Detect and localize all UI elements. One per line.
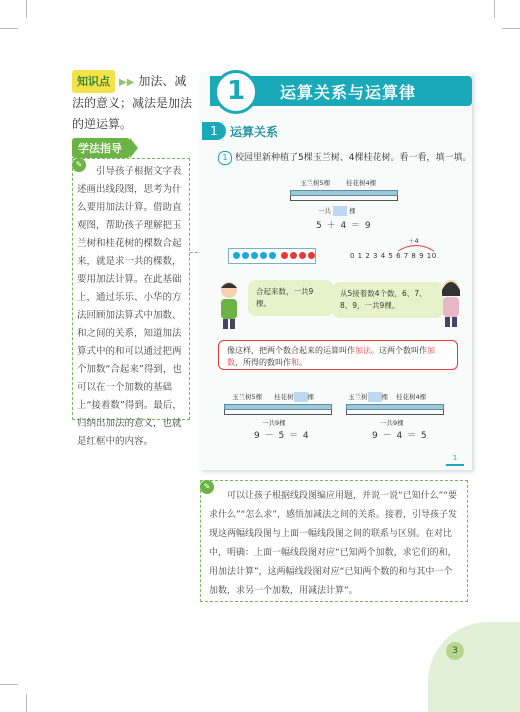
answer-blank[interactable] xyxy=(333,206,347,216)
diagram2-right-text: 桂花树 xyxy=(274,393,294,401)
diagram2-label-right xyxy=(274,392,314,402)
answer-blank[interactable] xyxy=(294,392,308,402)
diagram2-bracket xyxy=(224,410,332,415)
blue-dot xyxy=(242,252,249,259)
unit-title: 运算关系与运算律 xyxy=(280,83,417,102)
diagram2-label-left: 玉兰树5棵 xyxy=(232,393,263,401)
term-addend: 加数 xyxy=(227,346,435,367)
numberline-ticks: 0 1 2 3 4 5 6 7 8 9 10 xyxy=(350,252,437,260)
guide-icon: ✎ xyxy=(72,158,86,172)
counter-dots xyxy=(228,248,316,264)
rule-text: 。 xyxy=(299,358,307,367)
rule-text: 。这两个数叫作 xyxy=(371,346,427,355)
term-sum: 和 xyxy=(291,358,299,367)
bubble-right: 从5接着数4个数，6、7、8、9，一共9棵。 xyxy=(332,282,444,318)
diagram1-label-left: 玉兰树5棵 xyxy=(300,179,331,187)
textbook-page-number: 1 xyxy=(446,454,464,466)
method-text: 引导孩子根据文字表述画出线段图，思考为什么要用加法计算。借助直观图，帮助孩子理解把玉兰树和桂花树的棵数合起来，就是求一共的棵数，要用加法计算。在此基础上，通过乐乐、小华的方法回顾加法算式中加数、和之间的关系，知道加法算式中的和可以通过把两个加数“合起来”得到，也可以在一个加数的基础上“接着数”得到。最后，归纳出加法的意义，也就是红框中的内容。 xyxy=(77,166,182,447)
rule-text: 像这样，把两个数合起来的运算叫作 xyxy=(227,346,355,355)
diagram3-label-right: 桂花树4棵 xyxy=(396,393,427,401)
diagram3-bracket xyxy=(346,410,444,415)
blue-dot xyxy=(233,252,240,259)
girl-figure xyxy=(436,278,466,328)
crop-mark xyxy=(0,684,18,685)
question-number: 1 xyxy=(218,151,232,165)
crop-mark xyxy=(26,0,27,18)
diagram3-label-left xyxy=(348,392,388,402)
diagram1-equation: 5 ＋ 4 ＝ 9 xyxy=(316,221,372,231)
method-tag: 学法指导 xyxy=(72,138,130,158)
question xyxy=(218,150,471,165)
textbook-page xyxy=(200,72,472,470)
answer-blank[interactable] xyxy=(368,392,382,402)
blue-dot xyxy=(251,252,258,259)
diagram1-total-text: 一共 xyxy=(318,207,331,215)
boy-figure xyxy=(214,280,244,330)
red-dot xyxy=(290,252,297,259)
bottom-guide-text: 可以让孩子根据线段图编应用题，并说一说“已知什么”“要求什么”“怎么求”，感悟加减法之间的关系。接着，引导孩子发现这两幅线段图与上面一幅线段图之间的联系与区别。在对比中，明确：上面一幅线段图对应“已知两个加数，求它们的和，用加法计算”，这两幅线段图对应“已知两个数的和与其中一个加数，求另一个加数，用减法计算”。 xyxy=(209,491,457,596)
red-dot xyxy=(308,252,315,259)
page-number: 3 xyxy=(446,642,464,660)
crop-mark xyxy=(502,28,520,29)
section-title: 运算关系 xyxy=(230,125,279,139)
bubble-left: 合起来数，一共9棵。 xyxy=(248,280,334,316)
diagram2-total: 一共9棵 xyxy=(262,419,286,427)
crop-mark xyxy=(0,28,18,29)
knowledge-point xyxy=(72,70,192,135)
diagram2-equation: 9 － 5 ＝ 4 xyxy=(254,431,310,441)
red-dot xyxy=(281,252,288,259)
method-guide xyxy=(72,158,190,447)
rule-text: ，所得的数叫作 xyxy=(235,358,291,367)
bottom-guide xyxy=(200,480,468,602)
knowledge-tag: 知识点 xyxy=(72,70,115,93)
question-text: 校园里新种植了5棵玉兰树、4棵桂花树。看一看，填一填。 xyxy=(235,153,472,163)
crop-mark xyxy=(494,0,495,18)
diagram1-bracket xyxy=(290,196,398,201)
section-header xyxy=(202,122,312,142)
numberline-jump-label: ＋4 xyxy=(408,237,419,245)
term-addition: 加法 xyxy=(355,346,371,355)
diagram1-label-right: 桂花树4棵 xyxy=(346,179,377,187)
red-dot xyxy=(299,252,306,259)
arrow-icon: ▶▶ xyxy=(119,77,135,88)
diagram3-equation: 9 － 4 ＝ 5 xyxy=(372,431,428,441)
unit-number-badge: 1 xyxy=(214,70,258,114)
numberline-arc xyxy=(396,242,436,252)
diagram1-total xyxy=(318,206,356,216)
diagram2-unit: 棵 xyxy=(307,393,314,401)
diagram3-unit: 棵 xyxy=(381,393,388,401)
blue-dot xyxy=(260,252,267,259)
diagram3-left-text: 玉兰树 xyxy=(348,393,368,401)
corner-decoration xyxy=(428,622,520,712)
definition-box xyxy=(218,340,458,370)
knowledge-text: 加法、减法的意义；减法是加法的逆运算。 xyxy=(72,74,193,131)
section-number: 1 xyxy=(202,122,226,140)
diagram1-unit: 棵 xyxy=(349,207,356,215)
blue-dot xyxy=(269,252,276,259)
diagram3-total: 一共9棵 xyxy=(380,419,404,427)
crop-mark xyxy=(26,694,27,712)
guide-icon: ✎ xyxy=(200,480,214,494)
